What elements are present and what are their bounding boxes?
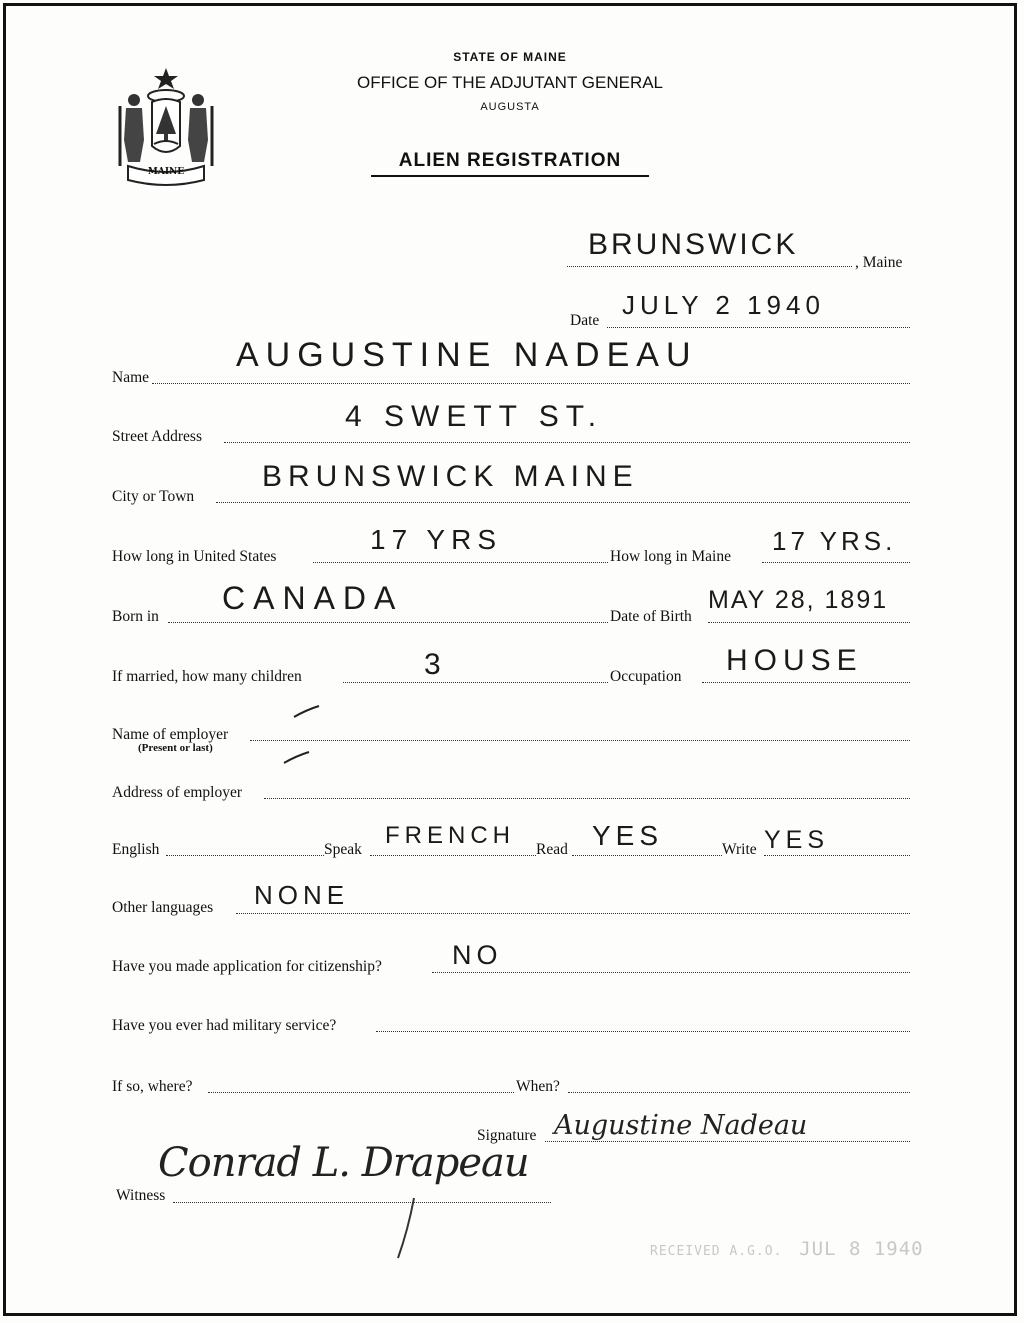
form-title: ALIEN REGISTRATION (398, 150, 622, 171)
occupation-line (702, 682, 910, 683)
employer-name-sublabel: (Present or last) (138, 742, 213, 754)
street-label: Street Address (112, 428, 202, 445)
citizenship-label: Have you made application for citizenship? (112, 958, 382, 975)
how-long-us-line (313, 562, 608, 563)
read-value: YES (592, 820, 664, 851)
maine-state-seal-icon (112, 66, 220, 188)
town-value: BRUNSWICK (588, 228, 799, 261)
received-stamp (650, 1238, 924, 1260)
born-in-value: CANADA (222, 580, 404, 616)
signature-line (545, 1141, 910, 1142)
read-line (572, 855, 722, 856)
english-label: English (112, 841, 160, 858)
seal-banner-text: MAINE (147, 167, 185, 177)
witness-label: Witness (116, 1187, 166, 1204)
other-languages-value: NONE (254, 880, 350, 910)
name-label: Name (112, 369, 150, 386)
how-long-maine-value: 17 YRS. (772, 526, 897, 556)
citizenship-line (432, 972, 910, 973)
town-line (567, 266, 852, 267)
military-line (376, 1031, 910, 1032)
date-of-birth-label: Date of Birth (610, 608, 692, 625)
if-so-where-label: If so, where? (112, 1078, 193, 1095)
received-stamp-text: RECEIVED A.G.O. (650, 1244, 783, 1259)
street-value: 4 SWETT ST. (345, 400, 604, 433)
how-long-maine-line (762, 562, 910, 563)
children-value: 3 (424, 648, 441, 681)
when-line (568, 1092, 910, 1093)
how-long-us-value: 17 YRS (370, 524, 502, 555)
how-long-maine-label: How long in Maine (610, 548, 731, 565)
signature-value: Augustine Nadeau (554, 1110, 808, 1141)
speak-line (370, 855, 536, 856)
employer-name-line (250, 740, 910, 741)
title-underline (371, 175, 649, 177)
employer-name-dash-mark (292, 704, 322, 720)
street-line (224, 442, 910, 443)
state-heading: STATE OF MAINE (453, 50, 567, 64)
town-suffix-label: , Maine (855, 254, 903, 271)
citizenship-value: NO (452, 940, 503, 970)
date-of-birth-value: MAY 28, 1891 (708, 586, 889, 614)
how-long-us-label: How long in United States (112, 548, 277, 565)
received-stamp-date: JUL 8 1940 (799, 1238, 924, 1260)
speak-value: FRENCH (385, 822, 515, 849)
children-line (343, 682, 608, 683)
military-label: Have you ever had military service? (112, 1017, 337, 1034)
write-label: Write (722, 841, 757, 858)
born-in-line (168, 622, 608, 623)
city-heading: AUGUSTA (480, 101, 540, 113)
employer-name-dash-mark-2 (282, 750, 312, 766)
other-languages-label: Other languages (112, 899, 214, 916)
read-label: Read (536, 841, 568, 858)
city-value: BRUNSWICK MAINE (262, 460, 639, 493)
employer-address-line (264, 798, 910, 799)
occupation-label: Occupation (610, 668, 682, 685)
city-label: City or Town (112, 488, 195, 505)
english-line (166, 855, 324, 856)
employer-name-label: Name of employer (112, 726, 229, 743)
speak-label: Speak (324, 841, 362, 858)
employer-address-label: Address of employer (112, 784, 242, 801)
date-line (607, 327, 910, 328)
signature-label: Signature (477, 1127, 537, 1144)
date-value: JULY 2 1940 (622, 290, 825, 320)
city-line (216, 502, 910, 503)
if-so-where-line (208, 1092, 514, 1093)
office-heading: OFFICE OF THE ADJUTANT GENERAL (356, 73, 664, 92)
born-in-label: Born in (112, 608, 159, 625)
page-border (3, 3, 1017, 1316)
occupation-value: HOUSE (726, 644, 863, 677)
write-value: YES (764, 826, 830, 854)
other-languages-line (236, 913, 910, 914)
witness-signature-tail (392, 1196, 422, 1262)
name-value: AUGUSTINE NADEAU (236, 336, 698, 374)
date-label: Date (570, 312, 600, 329)
when-label: When? (516, 1078, 560, 1095)
name-line (152, 383, 910, 384)
children-label: If married, how many children (112, 668, 302, 685)
write-line (764, 855, 910, 856)
witness-signature-value: Conrad L. Drapeau (158, 1140, 529, 1186)
date-of-birth-line (708, 622, 910, 623)
witness-line (173, 1202, 551, 1203)
